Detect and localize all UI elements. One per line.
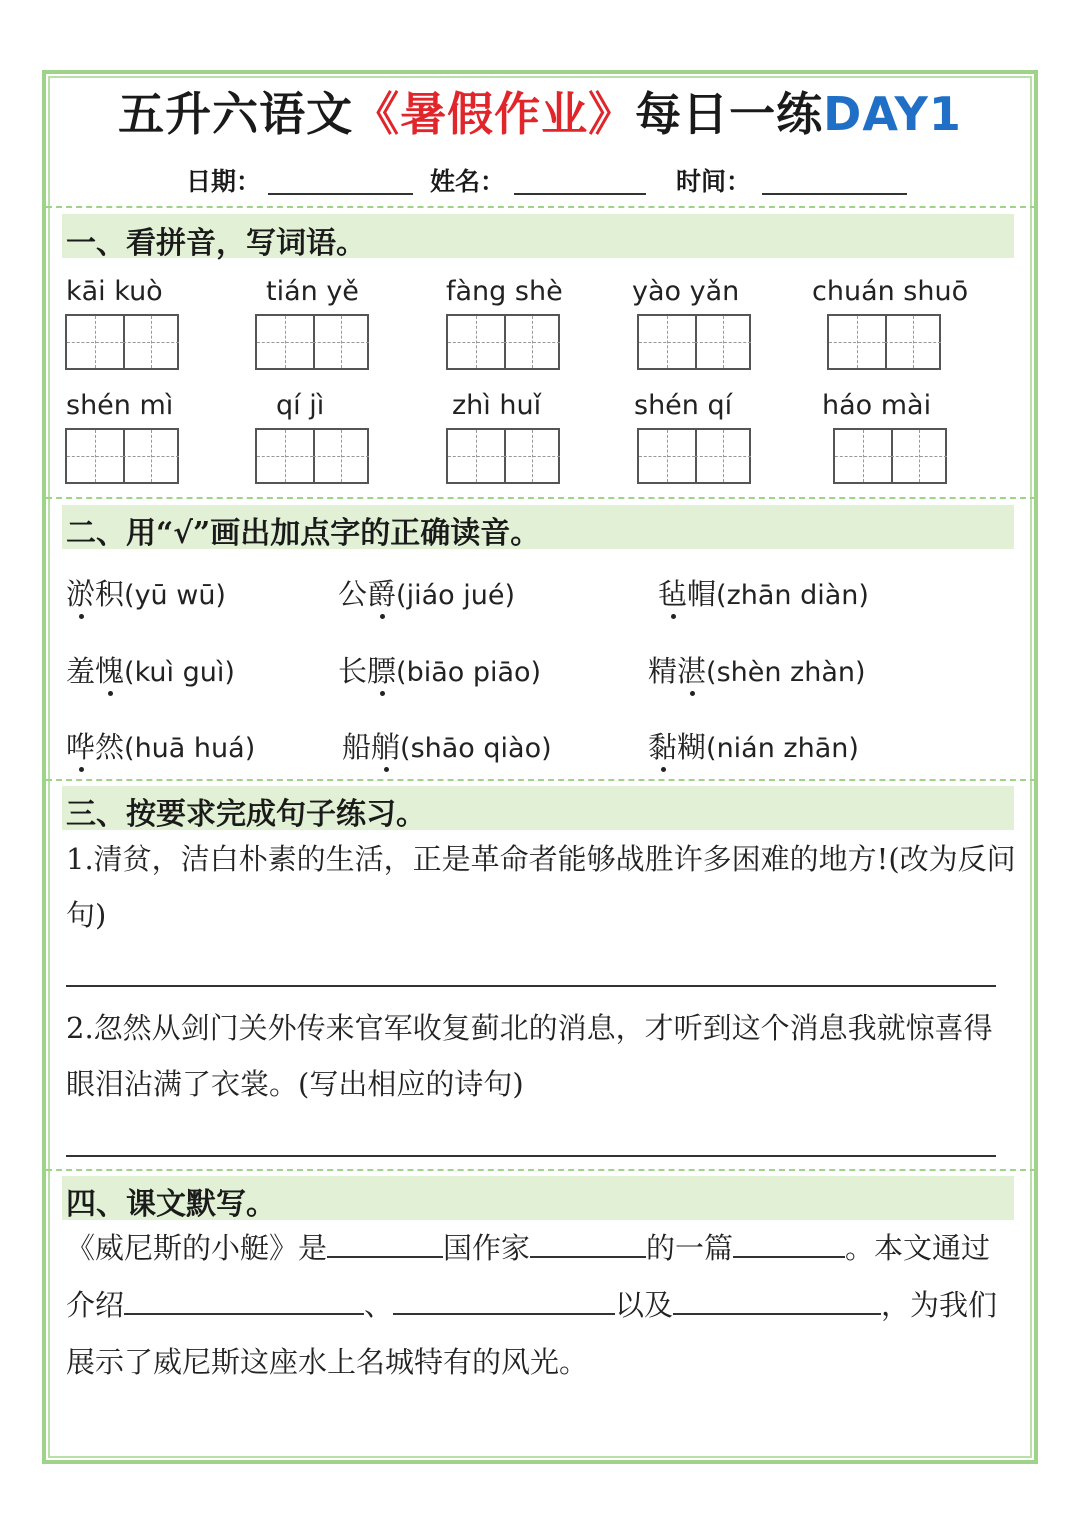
char: 积 (95, 577, 125, 611)
answer-line-2[interactable] (66, 1155, 996, 1157)
text: 。本文通过介绍 (66, 1231, 991, 1322)
pinyin-7: qí jì (276, 390, 325, 421)
char: 长 (338, 654, 368, 688)
section3-title: 三、按要求完成句子练习。 (66, 797, 426, 832)
blank-field[interactable] (393, 1287, 615, 1315)
dotted-char: 湛 (677, 654, 707, 688)
page-title (0, 78, 1080, 144)
pinyin-9: shén qí (634, 390, 733, 421)
pinyin-options[interactable]: (yū wū) (124, 580, 226, 611)
time-label: 时间： (676, 167, 752, 196)
pinyin-options[interactable]: (jiáo jué) (396, 580, 515, 611)
reading-item (66, 572, 226, 613)
writing-grid[interactable] (637, 314, 751, 370)
char: 然 (95, 730, 125, 764)
reading-item (66, 725, 255, 766)
pinyin-5: chuán shuō (812, 276, 969, 307)
dotted-char: 淤 (66, 577, 96, 611)
writing-grid[interactable] (65, 314, 179, 370)
char: 精 (648, 654, 678, 688)
dotted-char: 艄 (371, 730, 401, 764)
char: 公 (338, 577, 368, 611)
char: 羞 (66, 654, 96, 688)
pinyin-options[interactable]: (shāo qiào) (400, 733, 552, 764)
recitation-paragraph (66, 1220, 1016, 1391)
dotted-char: 哗 (66, 730, 96, 764)
divider (46, 206, 1036, 208)
time-field[interactable] (762, 193, 907, 195)
pinyin-options[interactable]: (kuì guì) (124, 657, 235, 688)
blank-field[interactable] (124, 1287, 364, 1315)
pinyin-2: tián yě (266, 276, 359, 307)
section1-title: 一、看拼音，写词语。 (66, 226, 366, 261)
pinyin-options[interactable]: (huā huá) (124, 733, 256, 764)
writing-grid[interactable] (446, 428, 560, 484)
section4-title: 四、课文默写。 (66, 1187, 276, 1222)
section2-title: 二、用“√”画出加点字的正确读音。 (66, 516, 541, 551)
text: 、 (364, 1288, 394, 1322)
blank-field[interactable] (327, 1230, 443, 1258)
pinyin-8: zhì huǐ (452, 390, 542, 421)
text: 的一篇 (646, 1231, 734, 1265)
pinyin-1: kāi kuò (66, 276, 163, 307)
dotted-char: 爵 (367, 577, 397, 611)
reading-item (66, 649, 235, 690)
pinyin-options[interactable]: (biāo piāo) (396, 657, 542, 688)
pinyin-options[interactable]: (nián zhān) (706, 733, 859, 764)
name-field[interactable] (514, 193, 646, 195)
question-1: 1.清贫，洁白朴素的生活，正是革命者能够战胜许多困难的地方!(改为反问句) (66, 842, 1016, 932)
dotted-char: 愧 (95, 654, 125, 688)
pinyin-options[interactable]: (zhān diàn) (716, 580, 869, 611)
title-day: DAY1 (823, 87, 962, 141)
pinyin-options[interactable]: (shèn zhàn) (706, 657, 866, 688)
blank-field[interactable] (733, 1230, 845, 1258)
writing-grid[interactable] (255, 314, 369, 370)
divider (46, 1169, 1036, 1171)
writing-grid[interactable] (637, 428, 751, 484)
writing-grid[interactable] (827, 314, 941, 370)
blank-field[interactable] (673, 1287, 881, 1315)
question-2: 2.忽然从剑门关外传来官军收复蓟北的消息，才听到这个消息我就惊喜得眼泪沾满了衣裳。(写出相应的诗句) (66, 1011, 993, 1101)
reading-item (342, 725, 552, 766)
reading-item (658, 572, 869, 613)
date-label: 日期： (186, 167, 262, 196)
char: 帽 (687, 577, 717, 611)
char: 船 (342, 730, 372, 764)
reading-item (338, 572, 515, 613)
char: 糊 (677, 730, 707, 764)
reading-item (648, 725, 859, 766)
dotted-char: 黏 (648, 730, 678, 764)
pinyin-3: fàng shè (446, 276, 563, 307)
blank-field[interactable] (530, 1230, 646, 1258)
writing-grid[interactable] (446, 314, 560, 370)
text: 国作家 (443, 1231, 531, 1265)
writing-grid[interactable] (255, 428, 369, 484)
answer-line-1[interactable] (66, 985, 996, 987)
reading-item (338, 649, 541, 690)
title-part1: 五升六语文 (118, 87, 354, 141)
title-part2: 《暑假作业》 (353, 87, 636, 141)
writing-grid[interactable] (65, 428, 179, 484)
dotted-char: 膘 (367, 654, 397, 688)
title-part3: 每日一练 (635, 87, 824, 141)
reading-item (648, 649, 866, 690)
dotted-char: 毡 (658, 577, 688, 611)
divider (46, 779, 1036, 781)
name-label: 姓名： (430, 167, 506, 196)
writing-grid[interactable] (833, 428, 947, 484)
pinyin-6: shén mì (66, 390, 174, 421)
text: 《威尼斯的小艇》是 (66, 1231, 328, 1265)
text: ，为我们展示了威尼斯这座水上名城特有的风光。 (66, 1288, 998, 1379)
date-field[interactable] (268, 193, 413, 195)
text: 以及 (615, 1288, 674, 1322)
pinyin-10: háo mài (822, 390, 932, 421)
pinyin-4: yào yǎn (632, 276, 740, 307)
divider (46, 497, 1036, 499)
